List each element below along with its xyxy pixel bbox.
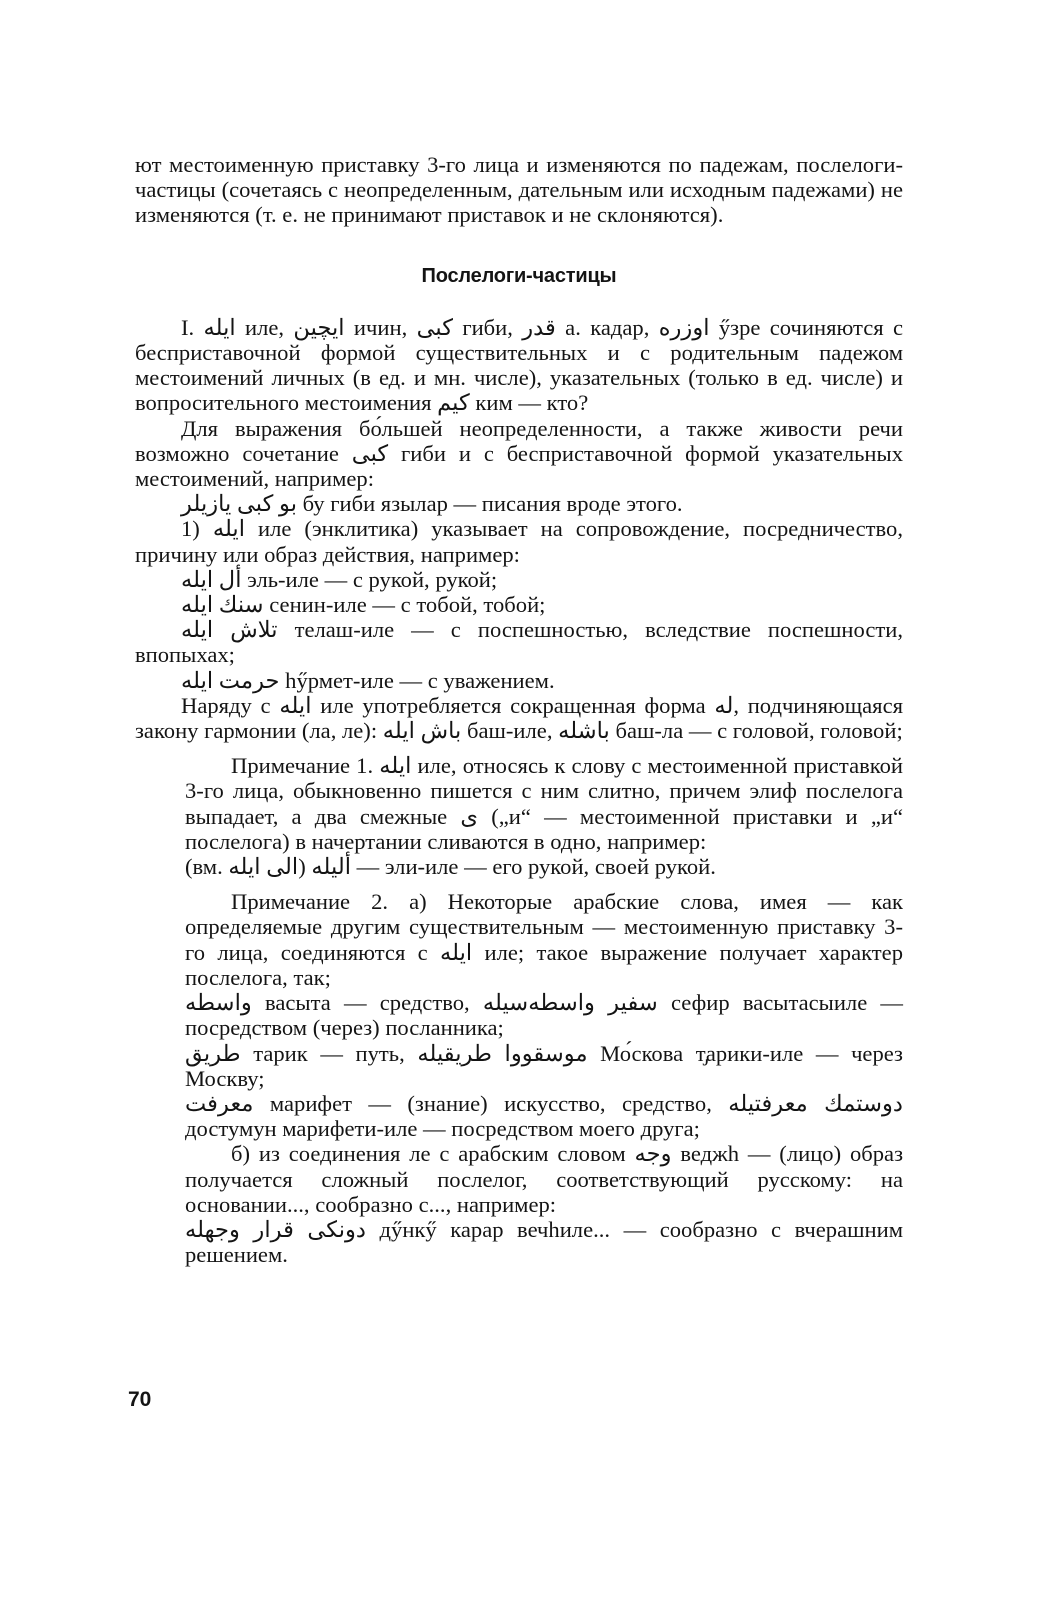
section-heading: Послелоги-частицы	[421, 264, 617, 287]
note-2-text: Примечание 2. а) Некоторые арабские слова, имея — как определяемые другим существительным — местоименную приставку 3-го лица, соединяются с ايله иле; такое выражение получает характер послелога, так;	[185, 889, 903, 990]
paragraph-group-1: I. ايله иле, ايچين ичин, كبى гиби, قدر а. кадар, اوزره ӳзре сочиняются с бесприставочной формой существительных и с родительным падежом местоимений личных (в ед. и мн. числе), указательных (только в ед. числе) и вопросительного местоимения كيم ким — кто?	[135, 314, 903, 416]
note-2-example-vasyta: واسطه васыта — средство, سفير واسطه‌سيله сефир васытасыиле — посредством (через) посланника;	[185, 990, 904, 1041]
paragraph-ile-usage: 1) ايله иле (энклитика) указывает на сопровождение, посредничество, причину или образ действия, например:	[135, 516, 903, 567]
note-1-text: Примечание 1. ايله иле, относясь к слову с местоименной приставкой 3-го лица, обыкновенно пишется с ним слитно, причем элиф послелога выпадает, а два смежные ى („и“ — местоименной приставки и „и“ послелога) в начертании сливаются в одно, например:	[185, 753, 903, 854]
note-2-example-tarik: طريق тарик — путь, موسقووا طريقيله Мо́скова т̡арики-иле — через Москву;	[185, 1040, 903, 1091]
example-telash-ile: تلاش ايله телаш-иле — с поспешностью, вследствие поспешности, впопыхах;	[135, 617, 903, 668]
note-2-example-vechile: دونكى قرار وجهله дӳнкӳ карар вечhиле... — сообразно с вчерашним решением.	[185, 1216, 903, 1268]
paragraph-intro: ют местоименную приставку 3-го лица и изменяются по падежам, послелоги-частицы (сочетаясь с неопределенным, дательным или исходным падежами) не изменяются (т. е. не принимают приставок и не склоняются).	[135, 152, 903, 228]
example-senin-ile: سنك ايله сенин-иле — с тобой, тобой;	[181, 592, 546, 618]
example-hurmet-ile: حرمت ايله hӳрмет-иле — с уважением.	[181, 667, 555, 693]
page-number: 70	[128, 1388, 152, 1411]
page-body	[135, 152, 903, 1267]
note-2-example-marifet: معرفت марифет — (знание) искусство, средство, دوستمك معرفتيله достумун марифети-иле — посредством моего друга;	[185, 1090, 903, 1142]
paragraph-indefiniteness: Для выражения бо́льшей неопределенности, а также живости речи возможно сочетание كبى гиби и с бесприставочной формой указательных местоимений, например:	[135, 415, 904, 492]
example-bu-gibi: بو كبى يازيلر бу гиби язылар — писания вроде этого.	[181, 491, 683, 517]
note-1-example: (вм. الى ايله) أليله — эли-иле — его рукой, своей рукой.	[185, 854, 716, 880]
note-1	[135, 753, 903, 879]
example-el-ile: أل ايله эль-иле — с рукой, рукой;	[181, 566, 498, 592]
paragraph-short-form: Наряду с ايله иле употребляется сокращенная форма له, подчиняющаяся закону гармонии (ла, ле): باش ايله баш-иле, باشله баш-ла — с головой, головой;	[135, 692, 903, 744]
note-2-paragraph-b: б) из соединения ле с арабским словом وجه веджh — (лицо) образ получается сложный послелог, соответствующий русскому: на основании..., сообразно с..., например:	[185, 1141, 904, 1217]
note-2	[135, 889, 903, 1267]
